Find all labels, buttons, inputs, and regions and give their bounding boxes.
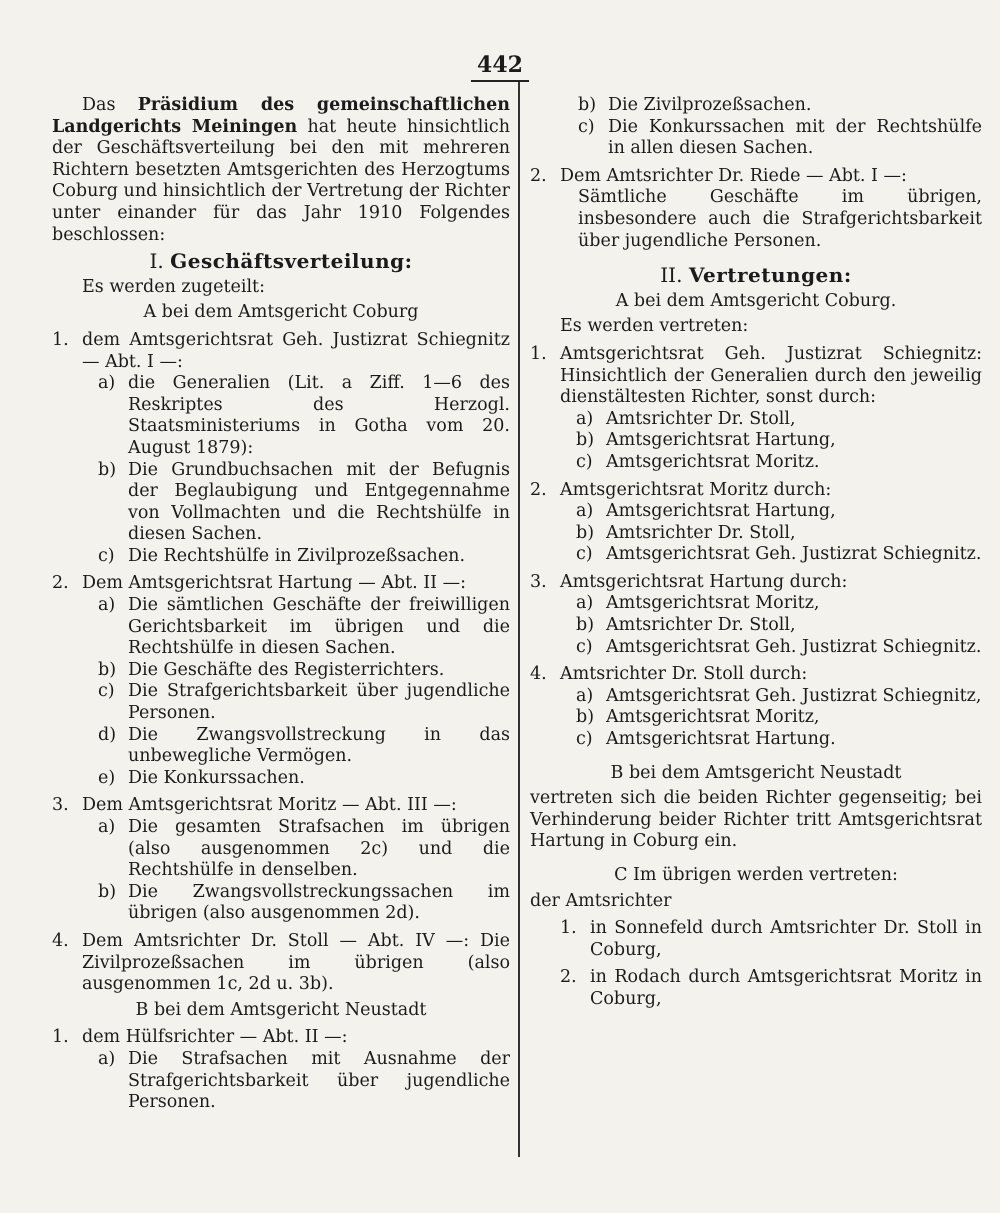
sub-item-letter: a) (576, 408, 594, 429)
sub-item (576, 430, 982, 452)
sub-item-text: Die Konkurssachen mit der Rechtshülfe in allen diesen Sachen. (608, 116, 982, 159)
item-number: 4. (52, 930, 69, 951)
sub-item (576, 686, 982, 708)
sub-item (98, 1049, 510, 1114)
sub-item (576, 707, 982, 729)
item-number: 2. (560, 967, 577, 988)
sub-item-letter: a) (576, 593, 594, 614)
sub-item-text: Die sämtlichen Geschäfte der freiwilligen Gerichtsbarkeit im übrigen und die Rechtshülfe in diesen Sachen. (128, 595, 510, 659)
sub-item-text: Amtsgerichtsrat Moritz, (606, 707, 820, 728)
item-number: 3. (52, 795, 69, 816)
sub-item-text: Die Rechtshülfe in Zivilprozeßsachen. (128, 545, 466, 566)
sub-item-text: Amtsrichter Dr. Stoll, (606, 522, 796, 543)
sub-item-text: Amtsgerichtsrat Hartung. (606, 729, 836, 750)
heading-title: Geschäftsverteilung: (170, 249, 413, 274)
intro-authority: Präsidium des gemeinschaftlichen Landgerichts Meiningen (52, 95, 510, 137)
spacer (530, 853, 982, 861)
item-text: in Sonnefeld durch Amtsrichter Dr. Stoll in Coburg, (590, 918, 982, 960)
sub-item-text: Amtsgerichtsrat Hartung, (606, 430, 836, 451)
sub-item-text: Die Grundbuchsachen mit der Befugnis der Beglaubigung und Entgegennahme von Vollmachten und die Rechtshülfe in diesen Sachen. (128, 459, 510, 545)
sub-item-text: Die Strafgerichtsbarkeit über jugendliche Personen. (128, 681, 510, 724)
page-number: 442 (0, 52, 1000, 82)
sub-item (576, 409, 982, 431)
intro-rest: hat heute hinsichtlich der Geschäftsverteilung bei den mit mehreren Richtern besetzten Amtsgerichten des Herzogtums Coburg und hinsichtlich der Vertretung der Richter unter einander für das Jahr 1910 Folgendes beschlossen: (52, 116, 510, 245)
assigned-line: Es werden zugeteilt: (82, 276, 265, 297)
sub-item-text: Amtsgerichtsrat Geh. Justizrat Schiegnitz, (606, 685, 982, 706)
list-item (560, 967, 982, 1010)
section-heading-1 (52, 251, 510, 273)
sub-item-letter: e) (98, 767, 116, 788)
heading-number: I. (149, 249, 164, 274)
sub-item-letter: c) (576, 544, 593, 565)
sub-item-text: Amtsrichter Dr. Stoll, (606, 408, 796, 429)
sub-item (576, 593, 982, 615)
represented-line: Es werden vertreten: (560, 316, 749, 337)
sub-item-letter: c) (576, 636, 593, 657)
sub-item-letter: b) (576, 430, 595, 451)
item-text: Amtsgerichtsrat Geh. Justizrat Schiegnitz: Hinsichtlich der Generalien durch den jeweilig dienstältesten Richter, sonst durch: (560, 343, 982, 408)
sub-item (98, 768, 510, 790)
subsection-a-heading: A bei dem Amtsgericht Coburg. (615, 290, 897, 311)
spacer (530, 751, 982, 759)
sub-item-letter: a) (98, 1048, 116, 1069)
sub-item (576, 637, 982, 659)
sub-item-letter: c) (98, 545, 115, 566)
item-number: 1. (560, 918, 577, 939)
subsection-c-heading: C Im übrigen werden vertreten: (614, 865, 898, 885)
sub-item (98, 595, 510, 660)
sub-item-letter: a) (98, 817, 116, 837)
item-text: Dem Amtsrichter Dr. Stoll — Abt. IV —: Die Zivilprozeßsachen im übrigen (also ausgenommen 1c, 2d u. 3b). (82, 930, 510, 995)
sub-item-letter: b) (98, 881, 117, 902)
sub-item (98, 373, 510, 459)
sub-item-letter: c) (576, 729, 593, 750)
list-item (52, 330, 510, 373)
sub-item (98, 882, 510, 925)
item-text: Dem Amtsrichter Dr. Riede — Abt. I —: (560, 165, 907, 186)
sub-item (576, 615, 982, 637)
sub-item (98, 725, 510, 768)
list-item (530, 480, 982, 502)
sub-item (576, 523, 982, 545)
sub-item-letter: b) (576, 522, 595, 543)
sub-item-letter: a) (98, 373, 116, 394)
list-item (52, 1027, 510, 1049)
sub-item (576, 729, 982, 751)
sub-item-letter: b) (576, 707, 595, 728)
sub-item-text: Amtsgerichtsrat Moritz, (606, 593, 820, 614)
sub-item-text: Amtsgerichtsrat Geh. Justizrat Schiegnitz. (606, 544, 982, 565)
section-heading-2 (530, 265, 982, 287)
list-item (530, 166, 982, 188)
item-text: Dem Amtsgerichtsrat Moritz — Abt. III —: (82, 795, 457, 816)
sub-item-letter: c) (98, 681, 115, 702)
sub-item-text: die Generalien (Lit. a Ziff. 1—6 des Reskriptes des Herzogl. Staatsministeriums in Gotha vom 20. August 1879): (128, 373, 510, 458)
item-number: 1. (530, 343, 547, 364)
item-number: 4. (530, 664, 547, 685)
list-item (52, 931, 510, 996)
sub-item-letter: b) (98, 659, 117, 680)
item-text: Amtsgerichtsrat Moritz durch: (560, 479, 832, 500)
sub-item (98, 817, 510, 882)
sub-item-letter: b) (98, 459, 117, 480)
sub-item (98, 546, 510, 568)
item-text: Amtsgerichtsrat Hartung durch: (560, 571, 848, 592)
item-text: in Rodach durch Amtsgerichtsrat Moritz in Coburg, (590, 967, 982, 1009)
list-item (52, 573, 510, 595)
left-column (52, 95, 510, 1114)
sub-item-text: Die Geschäfte des Registerrichters. (128, 659, 445, 680)
intro-prefix: Das (82, 95, 138, 115)
sub-item-text: Die Zwangsvollstreckungssachen im übrigen (also ausgenommen 2d). (128, 881, 510, 924)
sub-item-letter: a) (576, 685, 594, 706)
item-number: 2. (530, 479, 547, 500)
sub-item-letter: b) (578, 95, 597, 115)
item-number: 1. (52, 329, 69, 350)
list-item (560, 918, 982, 961)
item-number: 3. (530, 571, 547, 592)
sub-item-text: Die Strafsachen mit Ausnahme der Strafgerichtsbarkeit über jugendliche Personen. (128, 1048, 510, 1113)
list-item (530, 344, 982, 409)
sub-item-text: Die Konkurssachen. (128, 767, 305, 788)
sub-item-letter: b) (576, 615, 595, 636)
sub-item-letter: a) (98, 595, 116, 616)
sub-item (576, 452, 982, 474)
item-number: 2. (530, 165, 547, 186)
sub-item (578, 95, 982, 117)
sub-item (578, 117, 982, 160)
item-number: 2. (52, 573, 69, 594)
heading-title: Vertretungen: (688, 263, 852, 288)
sub-item (98, 460, 510, 546)
list-item (530, 572, 982, 594)
spacer (530, 252, 982, 260)
right-column (530, 95, 982, 1011)
subsection-b-heading: B bei dem Amtsgericht Neustadt (610, 762, 902, 783)
sub-item-text: Die Zwangsvollstreckung in das unbewegliche Vermögen. (128, 724, 510, 767)
sub-item-text: Amtsgerichtsrat Geh. Justizrat Schiegnitz. (606, 636, 982, 657)
item-text: Amtsrichter Dr. Stoll durch: (560, 664, 808, 685)
item-body: Sämtliche Geschäfte im übrigen, insbesondere auch die Strafgerichtsbarkeit über jugendliche Personen. (578, 187, 982, 251)
item-text: Dem Amtsgerichtsrat Hartung — Abt. II —: (82, 573, 467, 594)
heading-number: II. (660, 263, 683, 288)
item-text: dem Hülfsrichter — Abt. II —: (82, 1027, 348, 1048)
list-item (530, 664, 982, 686)
sub-item-text: Amtsgerichtsrat Moritz. (606, 451, 820, 472)
sub-item-text: Die gesamten Strafsachen im übrigen (also ausgenommen 2c) und die Rechtshülfe in denselben. (128, 817, 510, 881)
sub-item-text: Amtsrichter Dr. Stoll, (606, 615, 796, 636)
sub-item (98, 681, 510, 724)
subsection-c-intro: der Amtsrichter (530, 890, 672, 911)
sub-item (98, 660, 510, 682)
subsection-b-heading: B bei dem Amtsgericht Neustadt (135, 999, 427, 1020)
subsection-a-heading: A bei dem Amtsgericht Coburg (143, 302, 419, 323)
subsection-b-text: vertreten sich die beiden Richter gegenseitig; bei Verhinderung beider Richter tritt Amtsgerichtsrat Hartung in Coburg ein. (530, 788, 982, 852)
sub-item-letter: d) (98, 724, 117, 745)
sub-item-letter: c) (578, 116, 595, 137)
intro-paragraph (52, 95, 510, 246)
sub-item (576, 544, 982, 566)
column-divider (518, 82, 520, 1157)
item-number: 1. (52, 1027, 69, 1048)
item-text: dem Amtsgerichtsrat Geh. Justizrat Schiegnitz — Abt. I —: (82, 329, 510, 372)
sub-item-letter: a) (576, 501, 594, 522)
sub-item-letter: c) (576, 451, 593, 472)
sub-item (576, 501, 982, 523)
list-item (52, 795, 510, 817)
sub-item-text: Amtsgerichtsrat Hartung, (606, 501, 836, 522)
sub-item-text: Die Zivilprozeßsachen. (608, 95, 812, 115)
